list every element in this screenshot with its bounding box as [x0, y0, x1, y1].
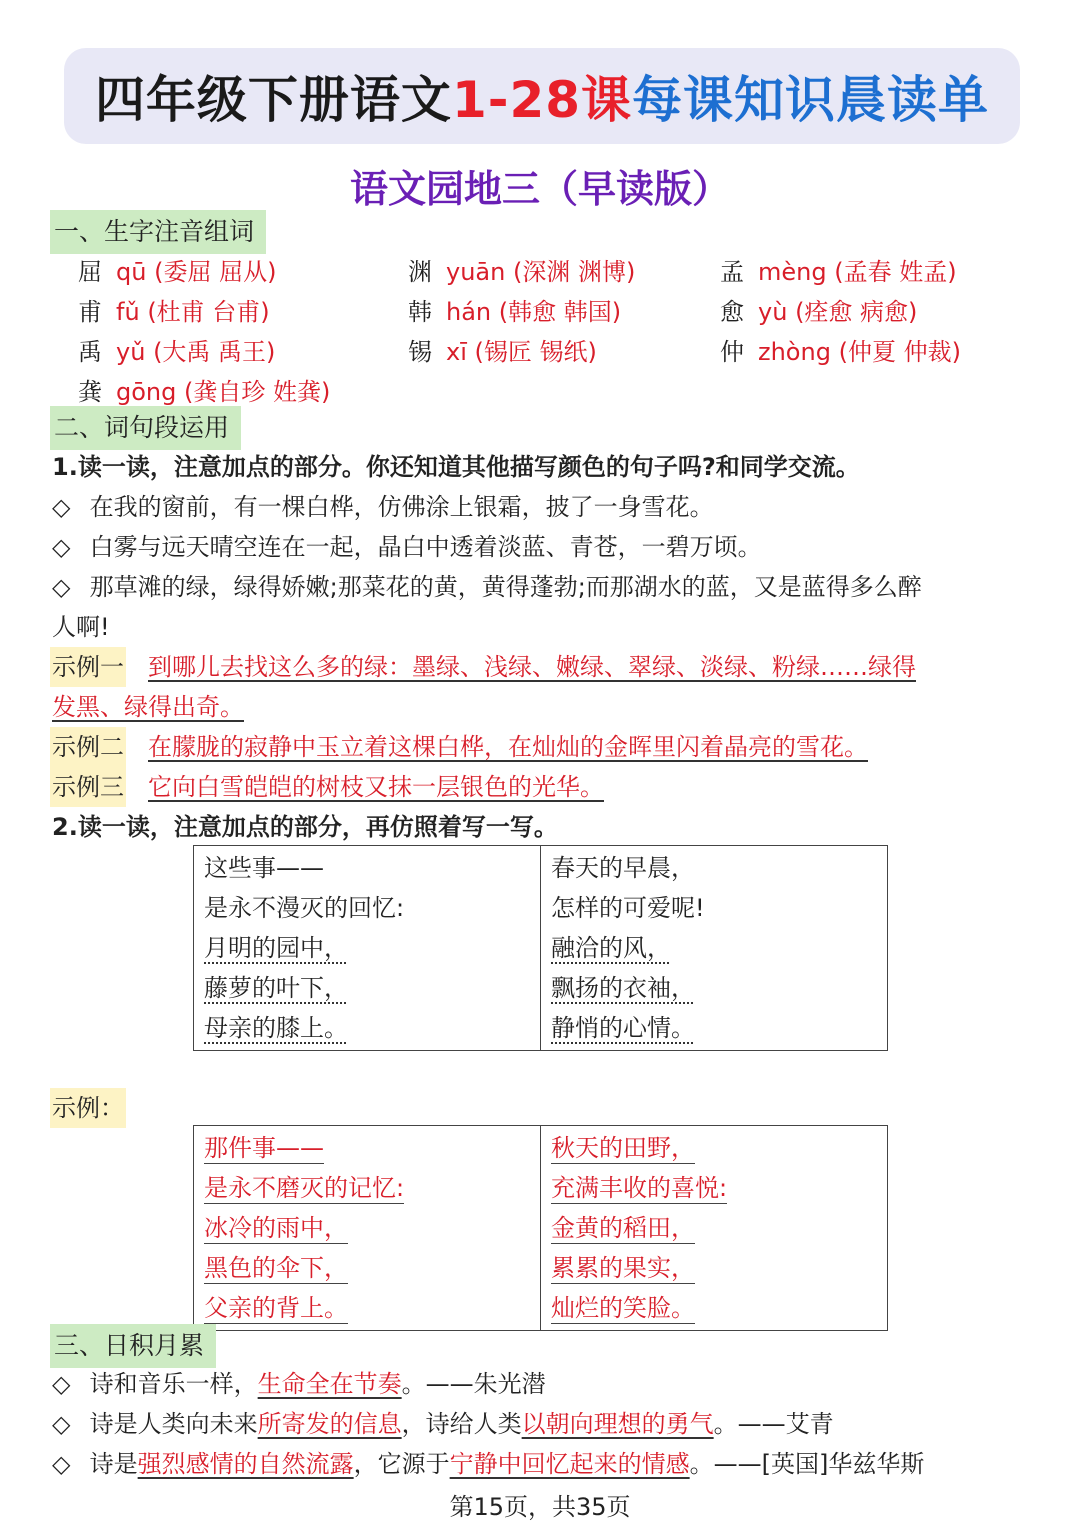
sentence-3-cont: 人啊!: [52, 613, 110, 641]
question-1: 1.读一读，注意加点的部分。你还知道其他描写颜色的句子吗?和同学交流。: [52, 453, 860, 481]
example-line: 是永不磨灭的记忆:: [204, 1174, 405, 1202]
title-suffix: 每课知识晨读单: [632, 71, 990, 129]
example-1-text: 到哪儿去找这么多的绿：墨绿、浅绿、嫩绿、翠绿、淡绿、粉绿……绿得: [148, 653, 916, 681]
char-entry: 甫 fǔ (杜甫 台甫): [78, 298, 270, 326]
char-entry: 屈 qū (委屈 屈从): [78, 258, 277, 286]
poem-line: 藤萝的叶下，: [204, 974, 348, 1002]
sentence-3: ◇ 那草滩的绿，绿得娇嫩;那菜花的黄，黄得蓬勃;而那湖水的蓝，又是蓝得多么醉: [52, 573, 922, 601]
quote-1: ◇ 诗和音乐一样，生命全在节奏。——朱光潜: [52, 1370, 546, 1398]
char-entry: 仲 zhòng (仲夏 仲裁): [720, 338, 961, 366]
poem-line: 这些事——: [204, 854, 324, 882]
example-3-label: 示例三: [50, 767, 126, 807]
section1-heading: 一、生字注音组词: [50, 210, 266, 254]
example-line: 黑色的伞下，: [204, 1254, 348, 1282]
quote-2: ◇ 诗是人类向未来所寄发的信息，诗给人类以朝向理想的勇气。——艾青: [52, 1410, 834, 1438]
poem-line: 怎样的可爱呢!: [551, 894, 705, 922]
example-line: 冰冷的雨中，: [204, 1214, 348, 1242]
example-line: 金黄的稻田，: [551, 1214, 695, 1242]
example-line: 秋天的田野，: [551, 1134, 695, 1162]
poem-right-column: [541, 846, 888, 1051]
title-banner: [64, 48, 1020, 144]
example-poem-table: [193, 1125, 888, 1331]
char-entry: 龚 gōng (龚自珍 姓龚): [78, 378, 331, 406]
char-entry: 锡 xī (锡匠 锡纸): [408, 338, 597, 366]
example-2-label: 示例二: [50, 727, 126, 767]
example-right-column: [541, 1126, 888, 1331]
example-line: 父亲的背上。: [204, 1294, 348, 1322]
question-2: 2.读一读，注意加点的部分，再仿照着写一写。: [52, 813, 558, 841]
example-1-text-cont: 发黑、绿得出奇。: [52, 693, 244, 721]
poem-line: 飘扬的衣袖，: [551, 974, 695, 1002]
page-subtitle: 语文园地三（早读版）: [349, 167, 730, 211]
example-left-column: [194, 1126, 541, 1331]
poem-left-column: [194, 846, 541, 1051]
sentence-2: ◇ 白雾与远天晴空连在一起，晶白中透着淡蓝、青苍，一碧万顷。: [52, 533, 762, 561]
poem-line: 月明的园中，: [204, 934, 348, 962]
char-entry: 愈 yù (痊愈 病愈): [720, 298, 918, 326]
page-number: 第15页，共35页: [449, 1493, 631, 1521]
poem-line: 融洽的风，: [551, 934, 671, 962]
char-entry: 禹 yǔ (大禹 禹王): [78, 338, 276, 366]
poem-table: [193, 845, 888, 1051]
example-line: 那件事——: [204, 1134, 324, 1162]
example-line: 累累的果实，: [551, 1254, 695, 1282]
example-1-label: 示例一: [50, 647, 126, 687]
section3-heading: 三、日积月累: [50, 1324, 216, 1368]
title-grade: 四年级下册语文: [94, 71, 452, 129]
example-line: 充满丰收的喜悦:: [551, 1174, 728, 1202]
poem-line: 静悄的心情。: [551, 1014, 695, 1042]
example-label: 示例：: [50, 1088, 126, 1128]
section2-heading: 二、词句段运用: [50, 406, 241, 450]
example-2-text: 在朦胧的寂静中玉立着这棵白桦，在灿灿的金晖里闪着晶亮的雪花。: [148, 733, 868, 761]
char-entry: 韩 hán (韩愈 韩国): [408, 298, 622, 326]
char-entry: 渊 yuān (深渊 渊博): [408, 258, 636, 286]
char-entry: 孟 mèng (孟春 姓孟): [720, 258, 957, 286]
quote-3: ◇ 诗是强烈感情的自然流露，它源于宁静中回忆起来的情感。——[英国]华兹华斯: [52, 1450, 925, 1478]
poem-line: 母亲的膝上。: [204, 1014, 348, 1042]
poem-line: 是永不漫灭的回忆:: [204, 894, 405, 922]
title-lessons: 1-28课: [451, 71, 633, 129]
sentence-1: ◇ 在我的窗前，有一棵白桦，仿佛涂上银霜，披了一身雪花。: [52, 493, 714, 521]
example-line: 灿烂的笑脸。: [551, 1294, 695, 1322]
example-3-text: 它向白雪皑皑的树枝又抹一层银色的光华。: [148, 773, 604, 801]
poem-line: 春天的早晨，: [551, 854, 695, 882]
